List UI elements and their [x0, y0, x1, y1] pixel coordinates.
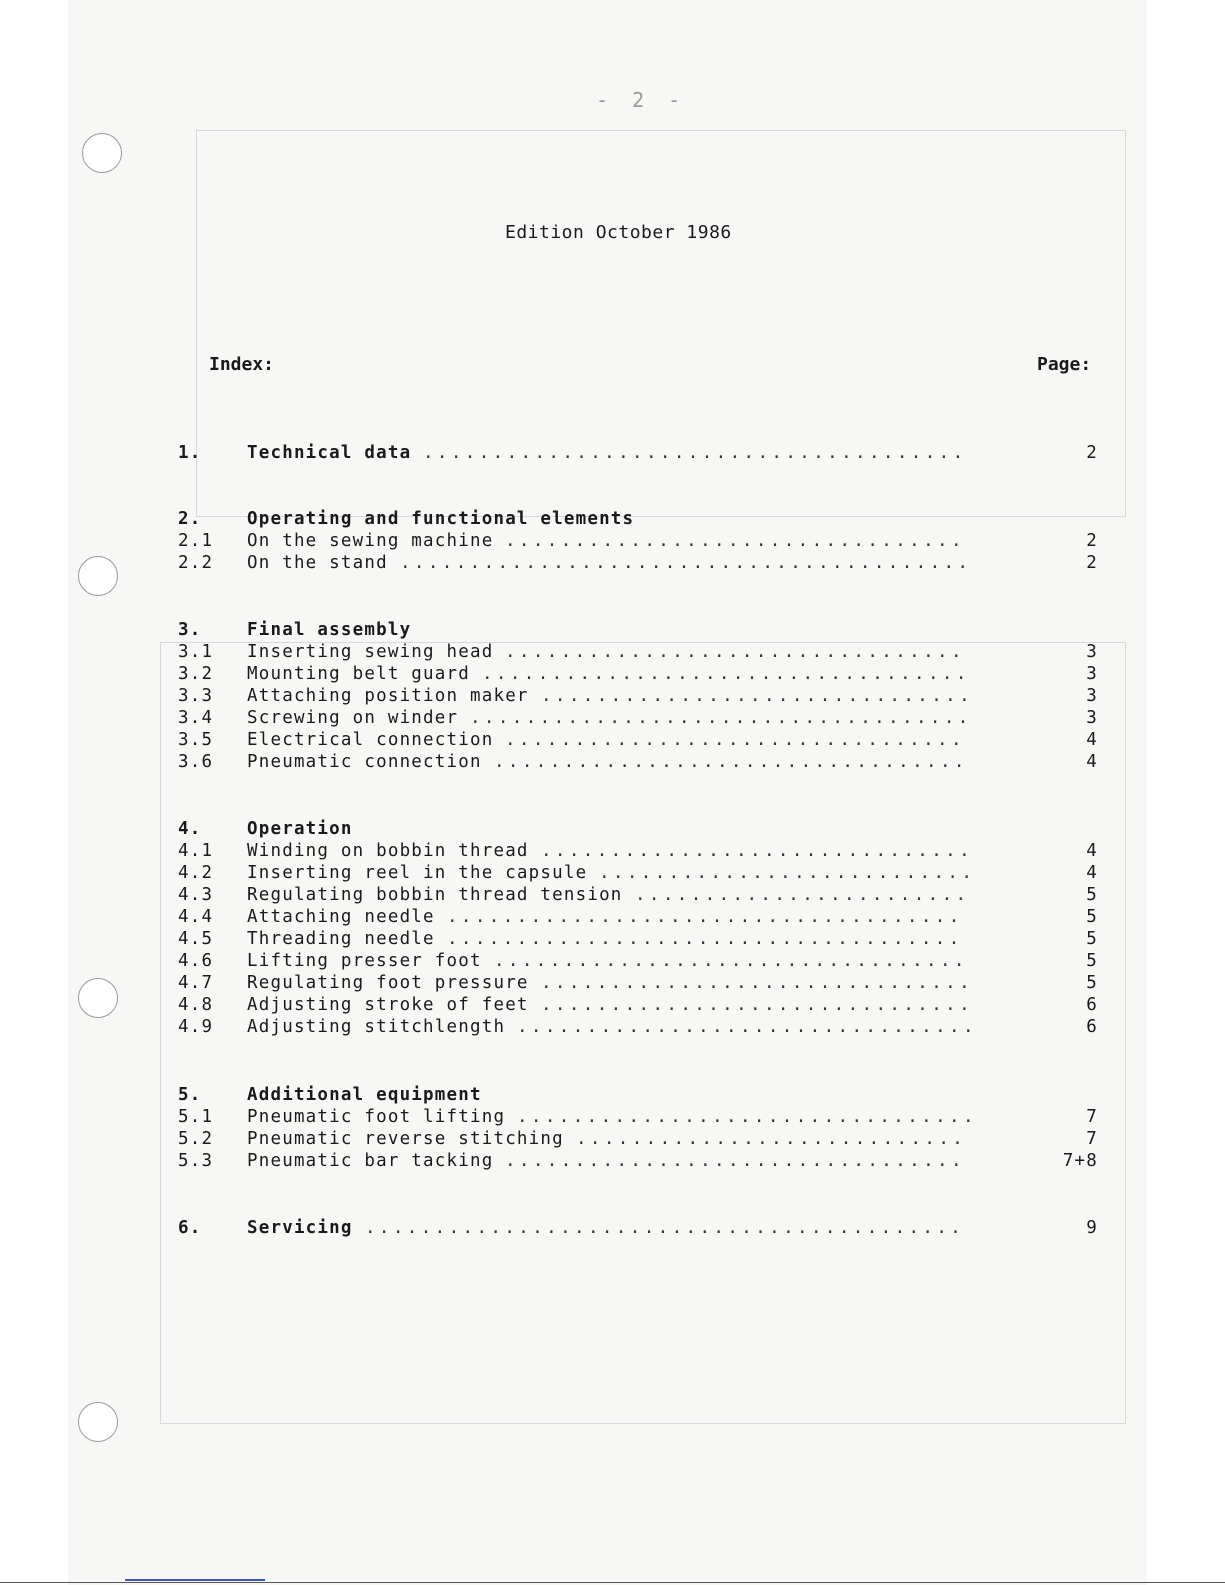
- toc-page-number: 2: [1086, 531, 1098, 551]
- toc-title: Threading needle: [247, 929, 435, 949]
- toc-title: Operation: [247, 819, 353, 839]
- toc-number: 5.1: [178, 1107, 214, 1127]
- toc-page-number: 3: [1086, 708, 1098, 728]
- toc-title: On the sewing machine: [247, 531, 494, 551]
- toc-title: Additional equipment: [247, 1085, 482, 1105]
- toc-number: 4.9: [178, 1017, 214, 1037]
- toc-number: 4.6: [178, 951, 214, 971]
- toc-row: [178, 841, 1098, 863]
- toc-title: Winding on bobbin thread: [247, 841, 529, 861]
- toc-row: [178, 553, 1098, 575]
- toc-number: 5.3: [178, 1151, 214, 1171]
- toc-row: [178, 1107, 1098, 1129]
- toc-row: [178, 973, 1098, 995]
- toc-page-number: 5: [1086, 951, 1098, 971]
- toc-page-number: 7: [1086, 1107, 1098, 1127]
- toc-title: Adjusting stroke of feet: [247, 995, 529, 1015]
- toc-page-number: 2: [1086, 553, 1098, 573]
- toc-number: 3.1: [178, 642, 214, 662]
- toc-page-number: 7: [1086, 1129, 1098, 1149]
- toc-dot-leader: .................................: [505, 730, 965, 750]
- toc-dot-leader: ...............................: [541, 995, 974, 1015]
- toc-title: On the stand: [247, 553, 388, 573]
- toc-page-number: 5: [1086, 929, 1098, 949]
- toc-number: 2.1: [178, 531, 214, 551]
- toc-title: Inserting reel in the capsule: [247, 863, 588, 883]
- toc-row: [178, 819, 1098, 841]
- toc-row: [178, 907, 1098, 929]
- toc-dot-leader: ...............................: [541, 841, 974, 861]
- toc-title: Attaching needle: [247, 907, 435, 927]
- toc-dot-leader: .....................................: [447, 929, 963, 949]
- toc-title: Attaching position maker: [247, 686, 529, 706]
- toc-title: Regulating foot pressure: [247, 973, 529, 993]
- toc-page-number: 6: [1086, 1017, 1098, 1037]
- toc-number: 4.8: [178, 995, 214, 1015]
- toc-number: 3.: [178, 620, 202, 640]
- page-header: Page:: [1037, 354, 1092, 375]
- toc-title: Final assembly: [247, 620, 412, 640]
- toc-title: Screwing on winder: [247, 708, 459, 728]
- toc-row: [178, 730, 1098, 752]
- toc-row: [178, 863, 1098, 885]
- toc-dot-leader: .................................: [505, 531, 965, 551]
- paper-margin-left: [0, 0, 68, 1585]
- toc-dot-leader: ...........................................: [365, 1218, 965, 1238]
- toc-page-number: 7+8: [1062, 1151, 1098, 1171]
- toc-row: [178, 620, 1098, 642]
- toc-dot-leader: ...........................: [599, 863, 976, 883]
- toc-title: Mounting belt guard: [247, 664, 470, 684]
- toc-number: 3.4: [178, 708, 214, 728]
- toc-row: [178, 951, 1098, 973]
- toc-page-number: 4: [1086, 863, 1098, 883]
- toc-dot-leader: ...............................: [541, 686, 974, 706]
- toc-dot-leader: .....................................: [447, 907, 963, 927]
- toc-number: 5.: [178, 1085, 202, 1105]
- toc-row: [178, 1218, 1098, 1240]
- punch-hole: [78, 978, 118, 1018]
- toc-row: [178, 642, 1098, 664]
- toc-page-number: 3: [1086, 642, 1098, 662]
- toc-row: [178, 752, 1098, 774]
- toc-title: Pneumatic bar tacking: [247, 1151, 494, 1171]
- toc-row: [178, 443, 1098, 465]
- toc-number: 3.5: [178, 730, 214, 750]
- toc-row: [178, 1017, 1098, 1039]
- toc-title: Operating and functional elements: [247, 509, 635, 529]
- punch-hole: [82, 133, 122, 173]
- toc-page-number: 4: [1086, 841, 1098, 861]
- toc-number: 3.2: [178, 664, 214, 684]
- toc-dot-leader: ........................: [635, 885, 970, 905]
- punch-hole: [78, 556, 118, 596]
- toc-dot-leader: ...................................: [482, 664, 970, 684]
- toc-title: Pneumatic foot lifting: [247, 1107, 506, 1127]
- toc-dot-leader: .......................................: [423, 443, 967, 463]
- toc-row: [178, 531, 1098, 553]
- toc-page-number: 2: [1086, 443, 1098, 463]
- toc-number: 4.2: [178, 863, 214, 883]
- toc-dot-leader: ....................................: [470, 708, 972, 728]
- toc-row: [178, 664, 1098, 686]
- toc-number: 4.1: [178, 841, 214, 861]
- toc-number: 4.: [178, 819, 202, 839]
- toc-title: Technical data: [247, 443, 412, 463]
- toc-number: 3.6: [178, 752, 214, 772]
- page-number: - 2 -: [596, 88, 687, 112]
- toc-page-number: 3: [1086, 686, 1098, 706]
- toc-dot-leader: .........................................: [400, 553, 972, 573]
- toc-number: 5.2: [178, 1129, 214, 1149]
- toc-number: 6.: [178, 1218, 202, 1238]
- toc-page-number: 5: [1086, 885, 1098, 905]
- toc-dot-leader: .................................: [505, 1151, 965, 1171]
- toc-number: 3.3: [178, 686, 214, 706]
- toc-number: 2.2: [178, 553, 214, 573]
- toc-page-number: 4: [1086, 730, 1098, 750]
- toc-number: 4.7: [178, 973, 214, 993]
- toc-row: [178, 885, 1098, 907]
- toc-title: Inserting sewing head: [247, 642, 494, 662]
- toc-dot-leader: ..................................: [494, 951, 968, 971]
- toc-title: Regulating bobbin thread tension: [247, 885, 623, 905]
- toc-row: [178, 929, 1098, 951]
- footer-rule: [0, 1582, 1225, 1583]
- toc-row: [178, 995, 1098, 1017]
- toc-page-number: 3: [1086, 664, 1098, 684]
- punch-hole: [78, 1402, 118, 1442]
- toc-page-number: 4: [1086, 752, 1098, 772]
- toc-page-number: 6: [1086, 995, 1098, 1015]
- edition-line: Edition October 1986: [505, 222, 732, 243]
- toc-dot-leader: ..................................: [494, 752, 968, 772]
- toc-number: 4.4: [178, 907, 214, 927]
- toc-title: Servicing: [247, 1218, 353, 1238]
- toc-dot-leader: .................................: [517, 1017, 977, 1037]
- toc-dot-leader: .................................: [517, 1107, 977, 1127]
- toc-row: [178, 686, 1098, 708]
- toc-title: Lifting presser foot: [247, 951, 482, 971]
- toc-title: Pneumatic reverse stitching: [247, 1129, 564, 1149]
- toc-number: 4.5: [178, 929, 214, 949]
- toc-row: [178, 1129, 1098, 1151]
- toc-number: 1.: [178, 443, 202, 463]
- toc-dot-leader: .................................: [505, 642, 965, 662]
- index-header: Index:: [209, 354, 275, 375]
- toc-row: [178, 509, 1098, 531]
- toc-row: [178, 1085, 1098, 1107]
- toc-page-number: 5: [1086, 907, 1098, 927]
- toc-dot-leader: ............................: [576, 1129, 967, 1149]
- toc-title: Pneumatic connection: [247, 752, 482, 772]
- toc-page-number: 5: [1086, 973, 1098, 993]
- paper-margin-right: [1147, 0, 1225, 1585]
- toc-page-number: 9: [1086, 1218, 1098, 1238]
- toc-title: Adjusting stitchlength: [247, 1017, 506, 1037]
- toc-number: 4.3: [178, 885, 214, 905]
- toc-row: [178, 708, 1098, 730]
- toc-number: 2.: [178, 509, 202, 529]
- toc-row: [178, 1151, 1098, 1173]
- footer-link-bar: [125, 1579, 265, 1581]
- toc-dot-leader: ...............................: [541, 973, 974, 993]
- toc-title: Electrical connection: [247, 730, 494, 750]
